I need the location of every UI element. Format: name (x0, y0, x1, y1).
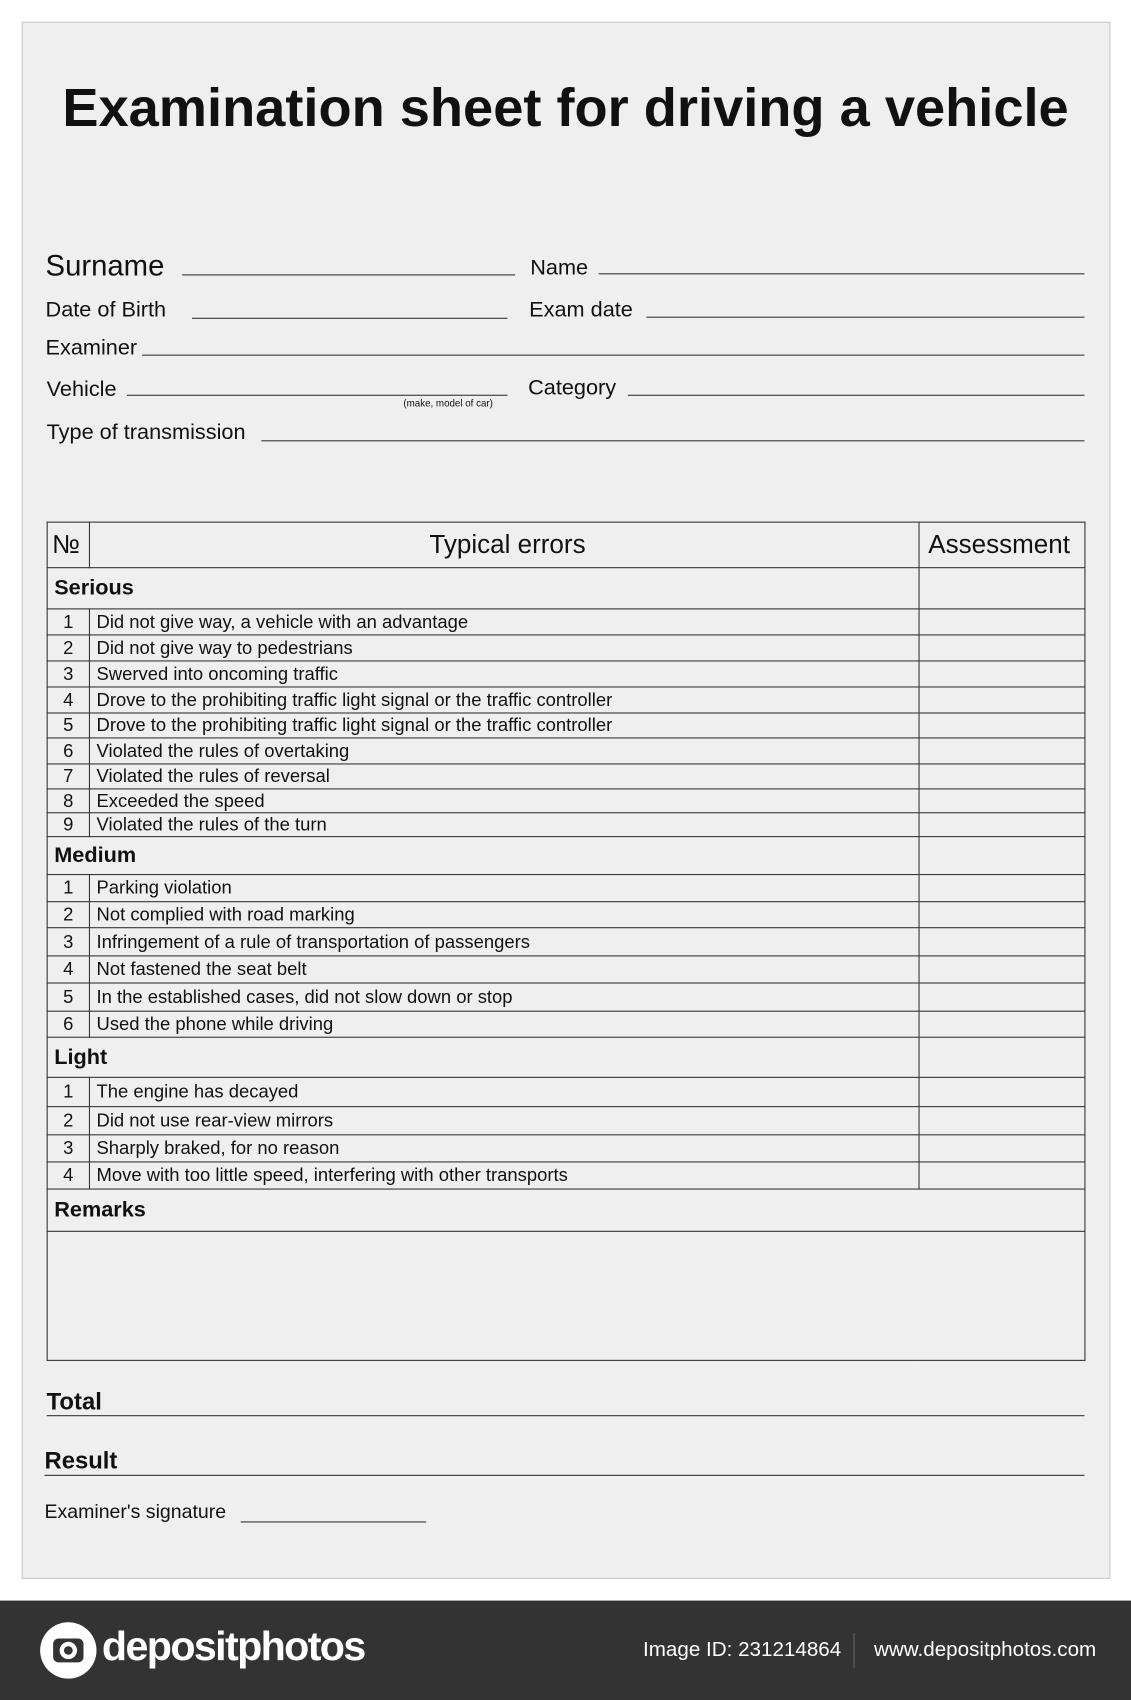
table-row (47, 928, 1085, 956)
row-number: 9 (47, 813, 89, 837)
assessment-cell[interactable] (919, 1135, 1085, 1162)
row-number: 7 (47, 764, 89, 789)
row-number: 2 (47, 635, 89, 661)
error-description: Exceeded the speed (89, 789, 919, 813)
assessment-cell[interactable] (919, 1162, 1085, 1189)
header-errors: Typical errors (89, 522, 919, 568)
error-description: In the established cases, did not slow down or stop (89, 983, 919, 1011)
page-title: Examination sheet for driving a vehicle (62, 76, 1069, 138)
transmission-field[interactable] (261, 440, 1084, 441)
exam-date-label: Exam date (529, 298, 633, 323)
table-row (47, 902, 1085, 928)
table-row (47, 661, 1085, 687)
dob-field[interactable] (192, 318, 508, 319)
assessment-cell[interactable] (919, 568, 1085, 609)
assessment-cell[interactable] (919, 902, 1085, 928)
table-row (47, 738, 1085, 764)
transmission-label: Type of transmission (46, 420, 246, 445)
table-row (47, 813, 1085, 837)
vehicle-label: Vehicle (46, 377, 117, 402)
row-number: 1 (47, 609, 89, 635)
error-description: Move with too little speed, interfering with other transports (89, 1162, 919, 1189)
error-description: Violated the rules of the turn (89, 813, 919, 837)
assessment-cell[interactable] (919, 1011, 1085, 1037)
table-row (47, 635, 1085, 661)
error-description: Not complied with road marking (89, 902, 919, 928)
table-row (47, 875, 1085, 902)
row-number: 2 (47, 902, 89, 928)
assessment-cell[interactable] (919, 1107, 1085, 1135)
category-row (47, 837, 1085, 875)
error-description: Swerved into oncoming traffic (89, 661, 919, 687)
total-label: Total (46, 1388, 102, 1416)
assessment-cell[interactable] (919, 875, 1085, 902)
error-description: Drove to the prohibiting traffic light signal or the traffic controller (89, 687, 919, 713)
table-row (47, 1011, 1085, 1037)
assessment-cell[interactable] (919, 1077, 1085, 1106)
examiner-label: Examiner (45, 336, 138, 361)
category-field[interactable] (628, 395, 1085, 396)
surname-label: Surname (45, 249, 165, 282)
row-number: 4 (47, 956, 89, 983)
assessment-cell[interactable] (919, 713, 1085, 738)
remarks-box (47, 1231, 1085, 1360)
category-label: Light (47, 1037, 919, 1077)
error-description: Did not give way to pedestrians (89, 635, 919, 661)
error-description: Infringement of a rule of transportation of passengers (89, 928, 919, 956)
assessment-cell[interactable] (919, 837, 1085, 875)
error-description: Drove to the prohibiting traffic light signal or the traffic controller (89, 713, 919, 738)
error-description: Used the phone while driving (89, 1011, 919, 1037)
result-field[interactable] (44, 1475, 1084, 1476)
error-description: Violated the rules of overtaking (89, 738, 919, 764)
name-field[interactable] (599, 273, 1085, 274)
assessment-cell[interactable] (919, 635, 1085, 661)
site-url[interactable]: www.depositphotos.com (874, 1638, 1097, 1662)
error-description: Did not use rear-view mirrors (89, 1107, 919, 1135)
row-number: 4 (47, 687, 89, 713)
vehicle-note: (make, model of car) (403, 397, 493, 409)
table-row (47, 687, 1085, 713)
camera-logo-icon (40, 1622, 96, 1678)
errors-table (47, 522, 1086, 1361)
assessment-cell[interactable] (919, 738, 1085, 764)
assessment-cell[interactable] (919, 789, 1085, 813)
row-number: 2 (47, 1107, 89, 1135)
row-number: 4 (47, 1162, 89, 1189)
assessment-cell[interactable] (919, 687, 1085, 713)
assessment-cell[interactable] (919, 1037, 1085, 1077)
row-number: 3 (47, 1135, 89, 1162)
category-label: Medium (47, 837, 919, 875)
table-row (47, 1107, 1085, 1135)
surname-field[interactable] (182, 274, 515, 275)
error-description: Violated the rules of reversal (89, 764, 919, 789)
total-field[interactable] (47, 1415, 1085, 1416)
assessment-cell[interactable] (919, 609, 1085, 635)
name-label: Name (530, 255, 589, 280)
error-description: Sharply braked, for no reason (89, 1135, 919, 1162)
category-row (47, 1037, 1085, 1077)
assessment-cell[interactable] (919, 764, 1085, 789)
dob-label: Date of Birth (45, 298, 167, 323)
row-number: 1 (47, 875, 89, 902)
row-number: 3 (47, 661, 89, 687)
result-label: Result (44, 1446, 118, 1474)
category-row (47, 568, 1085, 609)
assessment-cell[interactable] (919, 661, 1085, 687)
category-label: Category (528, 376, 617, 401)
table-row (47, 764, 1085, 789)
examiner-field[interactable] (142, 355, 1084, 356)
row-number: 5 (47, 713, 89, 738)
table-row (47, 1135, 1085, 1162)
signature-label: Examiner's signature (44, 1500, 227, 1523)
row-number: 6 (47, 738, 89, 764)
footer-bar (0, 1601, 1131, 1700)
table-row (47, 609, 1085, 635)
assessment-cell[interactable] (919, 813, 1085, 837)
table-row (47, 956, 1085, 983)
table-row (47, 789, 1085, 813)
row-number: 8 (47, 789, 89, 813)
error-description: Parking violation (89, 875, 919, 902)
row-number: 1 (47, 1077, 89, 1106)
signature-field[interactable] (241, 1521, 426, 1522)
error-description: Not fastened the seat belt (89, 956, 919, 983)
remarks-field[interactable] (47, 1231, 1085, 1360)
remarks-label: Remarks (47, 1189, 1085, 1231)
image-id: Image ID: 231214864 (643, 1638, 842, 1662)
header-number: № (47, 522, 89, 568)
row-number: 5 (47, 983, 89, 1011)
category-label: Serious (47, 568, 919, 609)
table-row (47, 713, 1085, 738)
logo-text: depositphotos (101, 1624, 365, 1670)
row-number: 3 (47, 928, 89, 956)
table-row (47, 1077, 1085, 1106)
assessment-cell[interactable] (919, 983, 1085, 1011)
table-header (47, 522, 1085, 568)
header-assessment: Assessment (919, 522, 1085, 568)
table-row (47, 1162, 1085, 1189)
remarks-row (47, 1189, 1085, 1231)
divider (853, 1633, 854, 1668)
error-description: Did not give way, a vehicle with an advantage (89, 609, 919, 635)
row-number: 6 (47, 1011, 89, 1037)
vehicle-field[interactable] (127, 395, 508, 396)
table-row (47, 983, 1085, 1011)
assessment-cell[interactable] (919, 928, 1085, 956)
assessment-cell[interactable] (919, 956, 1085, 983)
exam-date-field[interactable] (646, 317, 1084, 318)
error-description: The engine has decayed (89, 1077, 919, 1106)
